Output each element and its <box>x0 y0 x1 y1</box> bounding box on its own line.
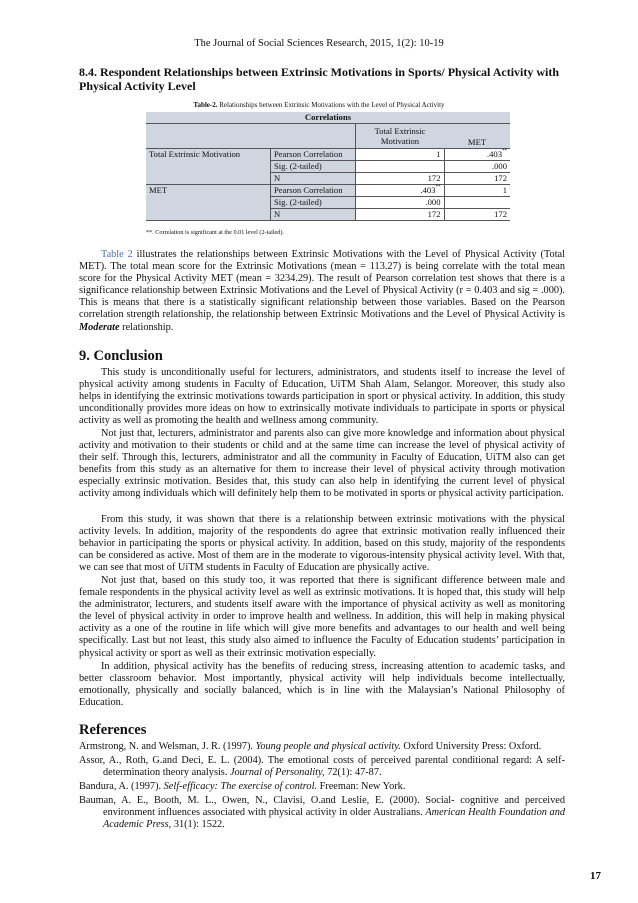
conclusion-paragraph-5: In addition, physical activity has the benefits of reducing stress, increasing attention to academic tasks, and better classroom behavior. Most importantly, physical activity will help individuals become intellectually, emotionally, physically and socially balanced, which is in line with the Malaysian’s National Philosophy of Education. <box>79 661 565 709</box>
row-var-empty <box>146 209 271 221</box>
col-header-met: MET <box>444 124 510 149</box>
ref-title: Self-efficacy: The exercise of control. <box>163 781 317 792</box>
cell-value <box>444 149 510 161</box>
cell-value: .000 <box>356 197 445 209</box>
table-caption <box>0 101 638 109</box>
table-2-link[interactable]: Table 2 <box>101 249 133 260</box>
significance-marker: ** <box>435 185 441 190</box>
table-title: Correlations <box>146 112 510 124</box>
ref-title: Journal of Personality, <box>229 767 325 779</box>
cell-value <box>356 161 445 173</box>
cell-value <box>444 197 510 209</box>
cell-value: 172 <box>444 209 510 221</box>
section-title: 8.4. Respondent Relationships between Extrinsic Motivations in Sports/ Physical Activity with Physical Activity Level <box>79 65 560 93</box>
cell-value: 1 <box>356 149 445 161</box>
references-heading: References <box>79 722 147 738</box>
cell-value-num: .403 <box>420 185 436 195</box>
cell-value: 1 <box>444 185 510 197</box>
row-stat: N <box>271 209 356 221</box>
table-caption-label: Table-2. <box>193 101 218 109</box>
row-stat: Sig. (2-tailed) <box>271 197 356 209</box>
cell-value-num: .403 <box>486 149 502 159</box>
reference-item <box>79 741 565 753</box>
ref-authors: Bandura, A. (1997). <box>79 781 164 792</box>
ref-authors: Armstrong, N. and Welsman, J. R. (1997). <box>79 741 256 752</box>
cell-value: .000 <box>444 161 510 173</box>
row-var: MET <box>146 185 271 197</box>
conclusion-paragraph-2: Not just that, lecturers, administrator and parents also can give more knowledge and information about physical activity and motivation to their students or child and at the same time can increase the level of physical activity of their self. Through this, lecturers, administrator and all the community in Faculty of Education, UiTM also can get benefits from this study as an alternative for them to increase their level of physical activity through motivation especially extrinsic motivation. Besides that, this study can also help in identifying the current level of physical activity among individuals which will definitely help them to be motivated in sports or physical activity participation. <box>79 428 565 500</box>
col-header-extrinsic: Total Extrinsic Motivation <box>356 124 445 149</box>
row-stat: N <box>271 173 356 185</box>
conclusion-heading: 9. Conclusion <box>79 348 163 364</box>
cell-value: 172 <box>356 209 445 221</box>
ref-details: 72(1): 47-87. <box>324 767 382 779</box>
row-var-empty <box>146 173 271 185</box>
row-var-empty <box>146 161 271 173</box>
paragraph-text: relationship. <box>119 321 174 333</box>
ref-title: Young people and physical activity. <box>255 741 401 752</box>
ref-title: American Health Foundation and Academic Press, <box>103 807 565 831</box>
running-header: The Journal of Social Sciences Research, 2015, 1(2): 10-19 <box>194 38 444 49</box>
cell-value <box>356 185 445 197</box>
conclusion-paragraph-4: Not just that, based on this study too, it was reported that there is significant difference between male and female respondents in the physical activity level as well as extrinsic motivations. It is hoped that, this study will help the administrator, lecturers, and students itself aware with the importance of physical activity as well as monitoring the level of physical activity in order to improve health and wellness. In addition, this will help in making physical activity as a one of the routine in life which will give more benefits and advantages to our health and well being specifically. Last but not least, this study also aimed to influence the Faculty of Education students’ participation in physical activity or sport as well as their extrinsic motivation especially. <box>79 575 565 659</box>
row-var: Total Extrinsic Motivation <box>146 149 271 161</box>
ref-details: Oxford University Press: Oxford. <box>400 741 542 752</box>
emphasis-text: Moderate <box>79 321 120 333</box>
cell-value: 172 <box>444 173 510 185</box>
table2-paragraph <box>79 249 565 334</box>
correlations-table <box>146 112 510 221</box>
ref-details: 31(1): 1522. <box>171 819 225 831</box>
table-note: **. Correlation is significant at the 0.01 level (2-tailed). <box>146 229 284 236</box>
reference-item <box>79 795 565 831</box>
ref-authors: Bauman, A. E., Booth, M. L., Owen, N., Clavisi, O.and Leslie, E. (2000). Social- cognitive and perceived environment influences associated with physical activity in older Australians. <box>79 795 565 819</box>
reference-item <box>79 755 565 779</box>
row-var-empty <box>146 197 271 209</box>
table-caption-text: Relationships between Extrinsic Motivations with the Level of Physical Activity <box>217 101 445 109</box>
header-blank <box>146 124 356 149</box>
row-stat: Pearson Correlation <box>271 149 356 161</box>
significance-marker: ** <box>502 149 507 154</box>
ref-authors: Assor, A., Roth, G.and Deci, E. L. (2004). The emotional costs of perceived parental conditional regard: A self-determination theory analysis. <box>79 755 565 779</box>
conclusion-paragraph-3: From this study, it was shown that there is a relationship between extrinsic motivations with the physical activity levels. In addition, majority of the respondents do agree that extrinsic motivation really influenced their behavior in participating the sports or physical activity. In addition, based on this study, majority of the respondents can be considered as active. Most of them are in the moderate to vigorous-intensity physical activity level. With that, we can see that most of UiTM students in Faculty of Education are physically active. <box>79 514 565 574</box>
page-number: 17 <box>590 870 601 882</box>
paragraph-text: illustrates the relationships between Extrinsic Motivations with the Level of Physical Activity (Total MET). The total mean score for the Extrinsic Motivations (mean = 113.27) is being correlate with the total mean score for the Physical Activity MET (mean = 3234.29). The result of Pearson correlation test shows that there is a significance relationship between Extrinsic Motivations and the Level of Physical Activity (r = 0.403 and sig = .000). This is means that there is a statistically significant relationship between those variables. Based on the Pearson correlation strength relationship, the relationship between Extrinsic Motivations and the Level of Physical Activity is <box>79 249 565 321</box>
conclusion-paragraph-1: This study is unconditionally useful for lecturers, administrators, and students itself to increase the level of physical activity among students in Faculty of Education, UiTM Shah Alam, Selangor. Moreover, this study also helps in identifying the extrinsic motivations towards participation in sport or physical activity. In addition, this study unconditionally provides more ideas on how to extrinsically motivate individuals to participate in sports or physical activity as well as promoting the health and wellness among community. <box>79 367 565 427</box>
row-stat: Pearson Correlation <box>271 185 356 197</box>
cell-value: 172 <box>356 173 445 185</box>
row-stat: Sig. (2-tailed) <box>271 161 356 173</box>
reference-item <box>79 781 565 793</box>
ref-details: Freeman: New York. <box>317 781 406 792</box>
